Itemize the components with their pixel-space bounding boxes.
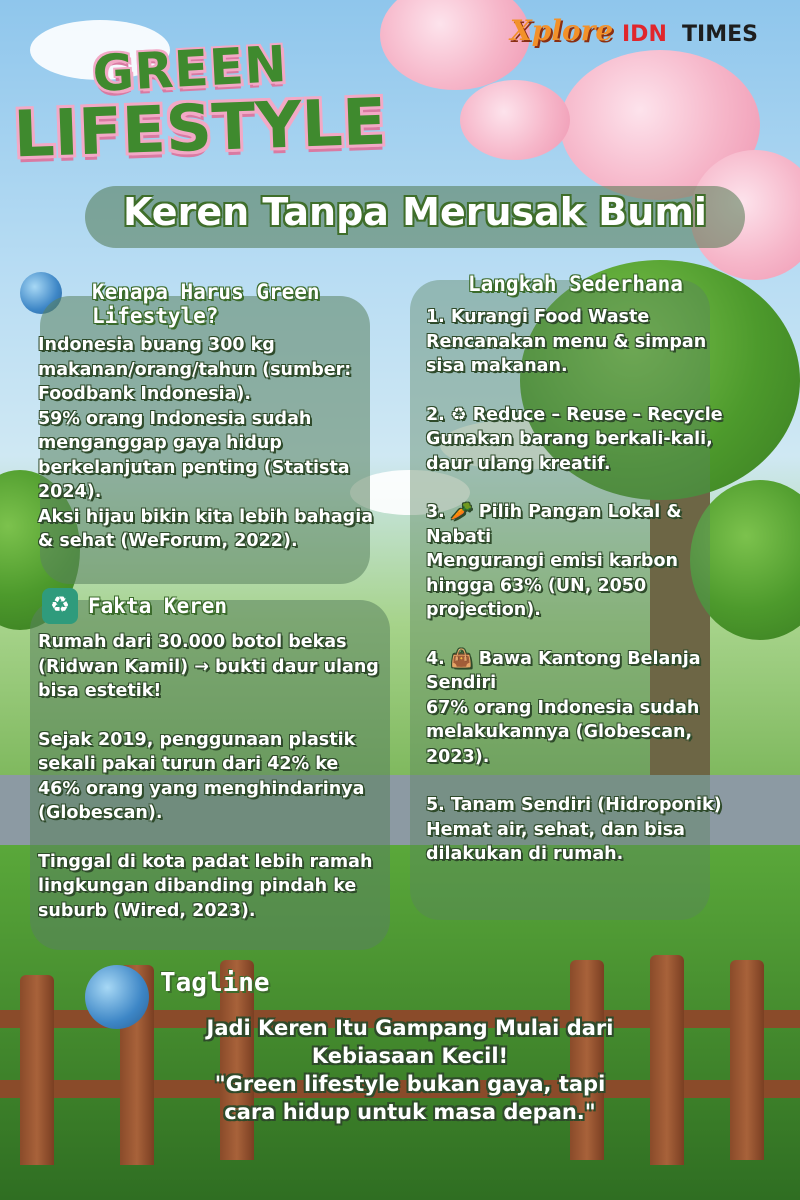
facts-body — [38, 630, 383, 923]
tagline-line: Kebiasaan Kecil! — [311, 1044, 509, 1068]
step-desc: Rencanakan menu & simpan sisa makanan. — [426, 331, 707, 376]
why-heading — [92, 280, 320, 328]
cherry-blossom — [380, 0, 530, 90]
fence-post — [20, 975, 54, 1165]
facts-paragraph: Sejak 2019, penggunaan plastik sekali pakai turun dari 42% ke 46% orang yang menghindarinya (Globescan). — [38, 729, 365, 823]
facts-paragraph: Rumah dari 30.000 botol bekas (Ridwan Kamil) → bukti daur ulang bisa estetik! — [38, 632, 379, 701]
step-title: 2. ♻ Reduce – Reuse – Recycle — [426, 404, 723, 425]
why-heading-line2: Lifestyle? — [92, 304, 219, 328]
tagline-line: "Green lifestyle bukan gaya, tapi — [214, 1072, 606, 1096]
tagline-line: Jadi Keren Itu Gampang Mulai dari — [206, 1016, 614, 1040]
why-body — [38, 333, 373, 554]
subtitle: Keren Tanpa Merusak Bumi — [123, 190, 707, 234]
step-desc: 67% orang Indonesia sudah melakukannya (Globescan, 2023). — [426, 697, 700, 767]
title-lifestyle: LIFESTYLE — [12, 85, 388, 173]
facts-heading: Fakta Keren — [88, 594, 228, 618]
step-title: 1. Kurangi Food Waste — [426, 307, 650, 327]
step-desc: Gunakan barang berkali-kali, daur ulang kreatif. — [426, 429, 713, 474]
step-desc: Mengurangi emisi karbon hingga 63% (UN, 2050 projection). — [426, 551, 678, 620]
step-title: 3. 🥕 Pilih Pangan Lokal & Nabati — [426, 502, 682, 547]
why-paragraph: 59% orang Indonesia sudah menganggap gaya hidup berkelanjutan penting (Statista 2024). — [38, 408, 350, 502]
steps-heading: Langkah Sederhana — [468, 272, 683, 296]
fence-post — [730, 960, 764, 1160]
step-desc: Hemat air, sehat, dan bisa dilakukan di rumah. — [426, 819, 685, 864]
globe-hands-icon — [85, 965, 149, 1029]
why-paragraph: Indonesia buang 300 kg makanan/orang/tahun (sumber: Foodbank Indonesia). — [38, 335, 352, 404]
recycle-icon: ♻ — [42, 588, 78, 624]
tagline-heading: Tagline — [160, 968, 270, 998]
facts-paragraph: Tinggal di kota padat lebih ramah lingkungan dibanding pindah ke suburb (Wired, 2023). — [38, 851, 373, 921]
why-paragraph: Aksi hijau bikin kita lebih bahagia & sehat (WeForum, 2022). — [38, 506, 374, 551]
idn-logo: IDN — [622, 22, 667, 47]
title-green: GREEN — [91, 34, 289, 104]
cherry-blossom — [460, 80, 570, 160]
xplore-logo: Xplore — [510, 14, 614, 47]
steps-body — [426, 305, 726, 867]
tagline-text — [160, 1014, 660, 1126]
step-title: 5. Tanam Sendiri (Hidroponik) — [426, 795, 722, 815]
why-heading-line1: Kenapa Harus Green — [92, 280, 320, 304]
times-logo: TIMES — [682, 22, 758, 47]
step-title: 4. 👜 Bawa Kantong Belanja Sendiri — [426, 648, 701, 693]
tagline-line: cara hidup untuk masa depan." — [224, 1100, 596, 1124]
